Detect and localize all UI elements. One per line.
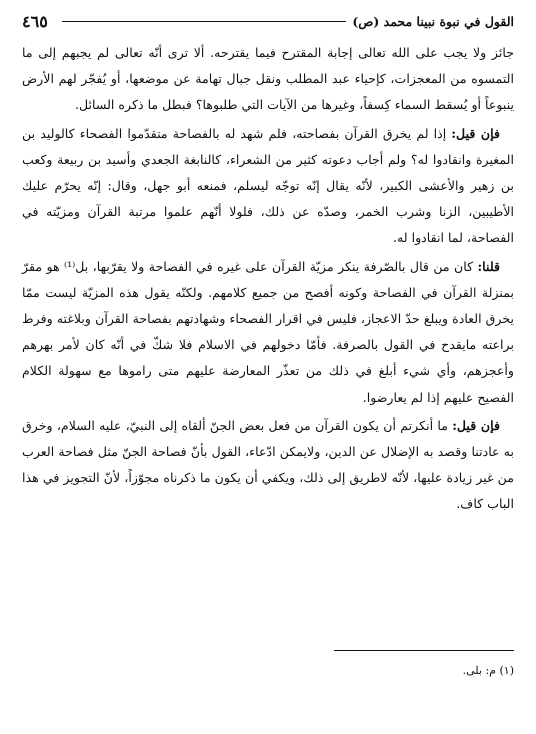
paragraph-label: قلنا:	[477, 258, 501, 274]
footnote: (١) م: بلى.	[462, 664, 514, 677]
paragraph-text: جائز ولا يجب على الله تعالى إجابة المقترح فيما يقترحه. ألا ترى أنّه تعالى لم يجبهم إلى ما التمسوه من المعجزات، كإحياء عبد المطلب ونقل جبال تهامة عن موضعها، أو يُفجّر لهم الأرض ينبوعاً أو يُسقط السماء كِسفاً، وغيرها من الآيات التي طلبوها؟ فبطل ما ذكره السائل.	[22, 45, 514, 113]
paragraph-text: إذا لم يخرق القرآن بفصاحته، فلم شهد له بالفصاحة متقدّموا الفصحاء كالوليد بن المغيرة وانقادوا له؟ ولم أجاب دعوته كثير من الشعراء، كالنابغة الجعدي وأسيد بن ربيعة وكعب بن زهير والأعشى الكبير، لأنّه يقال إنّه توجّه ليسلم، فمنعه أبو جهل، وقال: إنّه يحرّم عليك الأطيبين، الزنا وشرب الخمر، وصدّه عن ذلك، فلولا أنّهم علموا مرتبة القرآن ومزيّته في الفصاحة، لما انقادوا له.	[22, 125, 514, 246]
paragraph-1	[22, 40, 514, 119]
paragraph-text: ما أنكرتم أن يكون القرآن من فعل بعض الجنّ ألقاه إلى النبيّ، عليه السلام، وخرق به عادتنا وقصد به الإضلال عن الدين، ولايمكن ادّعاء، القول بأنّ فصاحة الجنّ مثل فصاحة العرب من غير زيادة عليها، لأنّه لاطريق إلى ذلك، ويكفي أن يكون ما ذكرناه مجوّزاً، لأنّ التجويز في هذا الباب كاف.	[22, 417, 514, 512]
page-number: ٤٦٥	[22, 11, 48, 31]
running-title: القول في نبوة نبينا محمد (ص)	[352, 13, 514, 29]
header-rule	[62, 21, 347, 22]
paragraph-label: فإن قيل:	[451, 125, 500, 141]
page-header	[22, 8, 514, 34]
footnote-rule	[334, 650, 514, 651]
paragraph-text: كان من قال بالصّرفة ينكر مزيّة القرآن على غيره في الفصاحة ولا يقرّبها، بل⁽¹⁾ هو مقرّ بمنزلة القرآن في الفصاحة وكونه أفصح من جميع كلامهم. ولكنّه يقول هذه المزيّة ليست ممّا يخرق العادة ويبلغ حدّ الاعجاز، فليس في اقرار الفصحاء وشهادتهم بفصاحة القرآن وبلاغته وفرط براعته مايقدح في القول بالصرفة. فأمّا دخولهم في الاسلام فلا شكّ في أنّه كان لأمر بهرهم وأعجزهم، وأي شيء أبلغ في ذلك من تعذّر المعارضة عليهم متى راموها مع سهولة الكلام الفصيح عليهم إذا لم يعارضوا.	[22, 258, 514, 405]
paragraph-3	[22, 254, 514, 411]
paragraph-2	[22, 121, 514, 252]
paragraph-4	[22, 413, 514, 518]
paragraph-label: فإن قيل:	[452, 417, 501, 433]
page-body	[22, 40, 514, 520]
